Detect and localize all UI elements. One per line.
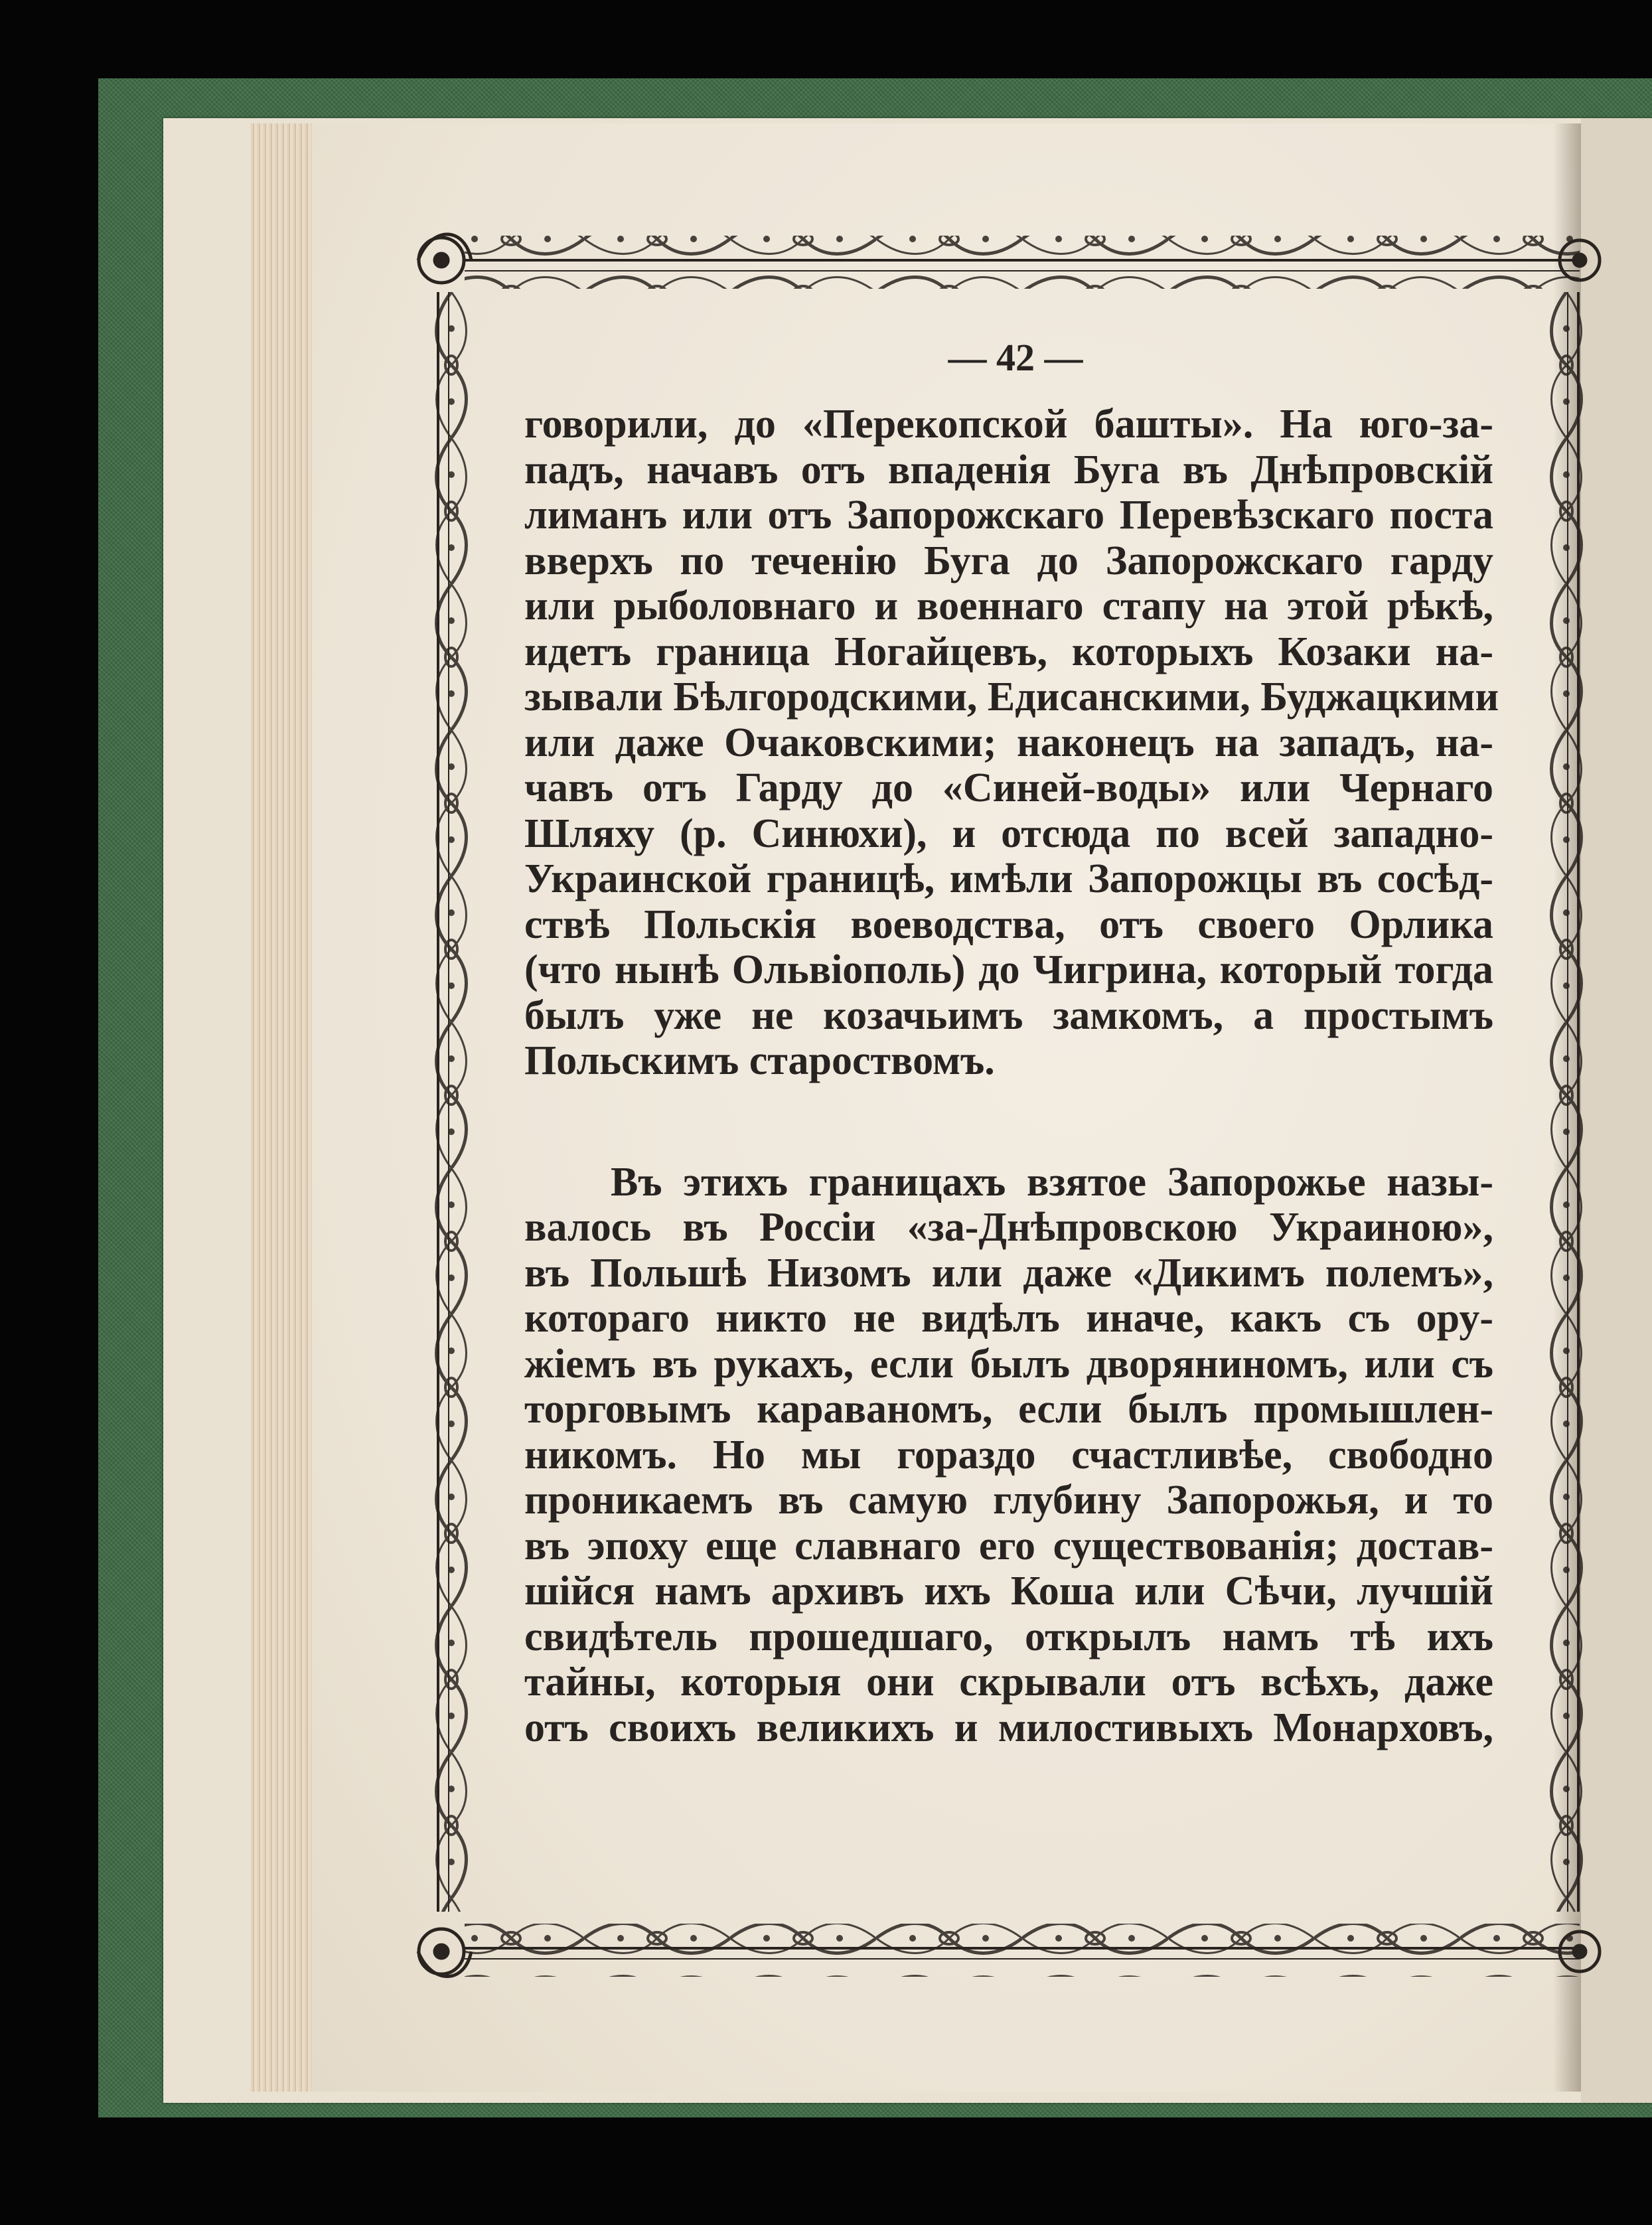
text-line: падъ, начавъ отъ впаденія Буга въ Днѣпровскій [524,447,1493,493]
body-text [524,402,1499,1750]
text-line: былъ уже не козачьимъ замкомъ, а простымъ [524,992,1493,1038]
text-line: идетъ граница Ногайцевъ, которыхъ Козаки на- [524,629,1493,674]
text-line: жіемъ въ рукахъ, если былъ дворяниномъ, или съ [524,1341,1493,1387]
text-line: валось въ Россіи «за-Днѣпровскою Украиною», [524,1205,1493,1250]
text-line: Въ этихъ границахъ взятое Запорожье назы- [611,1159,1493,1205]
text-line: въ Польшѣ Низомъ или даже «Дикимъ полемъ», [524,1250,1493,1296]
text-line: лиманъ или отъ Запорожскаго Перевѣзскаго поста [524,493,1493,538]
text-line: проникаемъ въ самую глубину Запорожья, и то [524,1478,1493,1523]
text-line: торговымъ караваномъ, если былъ промышлен- [524,1387,1493,1432]
paragraph-1 [524,402,1499,1084]
text-line: шійся намъ архивъ ихъ Коша или Сѣчи, лучшій [524,1569,1493,1614]
text-line: ствѣ Польскія воеводства, отъ своего Орлика [524,901,1493,947]
text-line: Польскимъ староствомъ. [524,1038,995,1083]
text-line: Украинской границѣ, имѣли Запорожцы въ сосѣд- [524,856,1493,901]
paragraph-gap [524,1084,1493,1160]
text-line: (что нынѣ Ольвіополь) до Чигрина, который тогда [524,947,1493,992]
text-line: тайны, которыя они скрывали отъ всѣхъ, даже [524,1659,1493,1705]
text-line: говорили, до «Перекопской башты». На юго-за- [524,402,1493,447]
page-number: — 42 — [948,336,1083,379]
paragraph-2 [524,1160,1493,1751]
text-line: котораго никто не видѣлъ иначе, какъ съ ору- [524,1296,1493,1341]
text-line: вверхъ по теченію Буга до Запорожскаго гарду [524,538,1493,583]
text-line: въ эпоху еще славнаго его существованія; достав- [524,1523,1493,1569]
text-line: никомъ. Но мы гораздо счастливѣе, свободно [524,1432,1493,1478]
text-line: Шляху (р. Синюхи), и отсюда по всей западно- [524,810,1493,856]
text-line: свидѣтель прошедшаго, открылъ намъ тѣ ихъ [524,1614,1493,1659]
text-line: зывали Бѣлгородскими, Едисанскими, Буджацкими [524,674,1499,720]
text-line: или даже Очаковскими; наконецъ на западъ, на- [524,720,1493,765]
text-line: или рыболовнаго и военнаго стапу на этой рѣкѣ, [524,583,1493,629]
text-line: чавъ отъ Гарду до «Синей-воды» или Чернаго [524,765,1493,810]
text-line: отъ своихъ великихъ и милостивыхъ Монарховъ, [524,1705,1493,1750]
